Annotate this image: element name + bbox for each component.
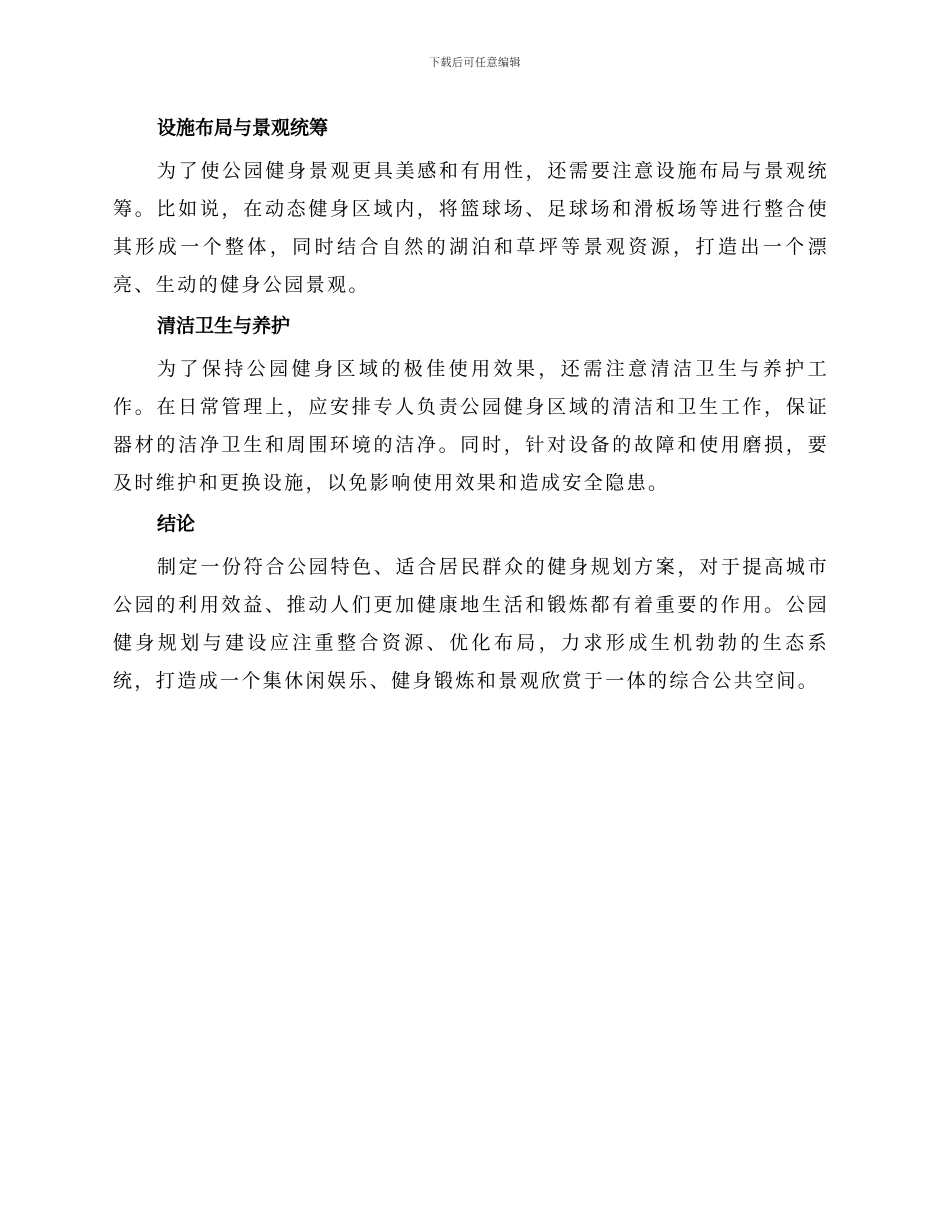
document-body [113,114,829,708]
section-heading: 设施布局与景观统筹 [157,117,329,139]
section-heading: 清洁卫生与养护 [157,315,291,337]
section-conclusion [113,510,829,700]
page-header: 下载后可任意编辑 [429,56,521,69]
section-facility-layout [113,114,829,304]
section-heading: 结论 [157,513,196,535]
section-paragraph: 为了保持公园健身区域的极佳使用效果，还需注意清洁卫生与养护工作。在日常管理上，应安排专人负责公园健身区域的清洁和卫生工作，保证器材的洁净卫生和周围环境的洁净。同时，针对设备的故障和使用磨损，要及时维护和更换设施，以免影响使用效果和造成安全隐患。 [113,358,829,494]
section-cleaning-maintenance [113,312,829,502]
section-paragraph: 制定一份符合公园特色、适合居民群众的健身规划方案，对于提高城市公园的利用效益、推动人们更加健康地生活和锻炼都有着重要的作用。公园健身规划与建设应注重整合资源、优化布局，力求形成生机勃勃的生态系统，打造成一个集休闲娱乐、健身锻炼和景观欣赏于一体的综合公共空间。 [113,556,829,692]
section-paragraph: 为了使公园健身景观更具美感和有用性，还需要注意设施布局与景观统筹。比如说，在动态健身区域内，将篮球场、足球场和滑板场等进行整合使其形成一个整体，同时结合自然的湖泊和草坪等景观资源，打造出一个漂亮、生动的健身公园景观。 [113,160,829,296]
